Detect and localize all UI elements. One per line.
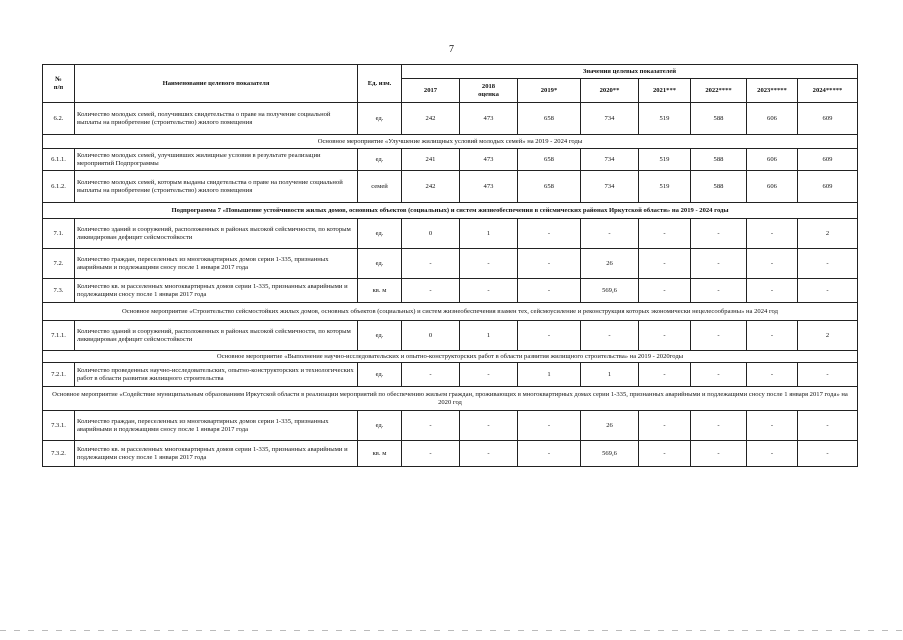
subprogram-row — [43, 203, 858, 219]
unit-cell: кв. м — [358, 279, 402, 303]
table-row — [43, 321, 858, 351]
value-cell: - — [460, 441, 518, 467]
value-cell: - — [798, 279, 858, 303]
value-cell: - — [639, 441, 691, 467]
row-number: 7.1.1. — [43, 321, 75, 351]
value-cell: - — [402, 363, 460, 387]
value-cell: 1 — [581, 363, 639, 387]
value-cell: - — [639, 411, 691, 441]
target-indicators-table — [42, 64, 858, 467]
value-cell: 0 — [402, 321, 460, 351]
unit-cell: ед. — [358, 411, 402, 441]
value-cell: - — [518, 441, 581, 467]
header-year: 2021*** — [639, 79, 691, 103]
indicator-name: Количество зданий и сооружений, расположенных в районах высокой сейсмичности, по которым ликвидирован дефицит сейсмостойкости — [75, 219, 358, 249]
page-number: 7 — [449, 44, 454, 55]
value-cell: 1 — [460, 219, 518, 249]
table-row — [43, 411, 858, 441]
unit-cell: кв. м — [358, 441, 402, 467]
value-cell: 734 — [581, 103, 639, 135]
indicator-name: Количество молодых семей, которым выданы свидетельства о праве на получение социальной выплаты на приобретение (строительство) жилого помещения — [75, 171, 358, 203]
value-cell: - — [691, 219, 747, 249]
subprogram-title: Подпрограмма 7 «Повышение устойчивости жилых домов, основных объектов (социальных) и систем жизнеобеспечения в сейсмических районах Иркутской области» на 2019 - 2024 годы — [43, 203, 858, 219]
value-cell: 1 — [518, 363, 581, 387]
row-number: 6.1.1. — [43, 149, 75, 171]
value-cell: - — [581, 219, 639, 249]
value-cell: 1 — [460, 321, 518, 351]
value-cell: 606 — [747, 103, 798, 135]
event-title: Основное мероприятие «Выполнение научно-исследовательских и опытно-конструкторских работ в области развития жилищного строительства» на 2019 - 2020годы — [43, 351, 858, 363]
value-cell: - — [402, 411, 460, 441]
event-title: Основное мероприятие «Строительство сейсмостойких жилых домов, основных объектов (социальных) и систем жизнеобеспечения взамен тех, сейсмоусиление и реконструкция которых экономически нецелесообразны» на 2024 год — [43, 303, 858, 321]
value-cell: 569,6 — [581, 441, 639, 467]
value-cell: - — [747, 411, 798, 441]
value-cell: - — [639, 249, 691, 279]
unit-cell: ед. — [358, 363, 402, 387]
value-cell: 606 — [747, 171, 798, 203]
value-cell: - — [691, 441, 747, 467]
value-cell: 588 — [691, 149, 747, 171]
indicator-name: Количество кв. м расселенных многоквартирных домов серии 1-335, признанных аварийными и подлежащими сносу после 1 января 2017 года — [75, 279, 358, 303]
value-cell: - — [798, 249, 858, 279]
row-number: 6.2. — [43, 103, 75, 135]
indicator-name: Количество проведенных научно-исследовательских, опытно-конструкторских и технологических работ в области развития жилищного строительства — [75, 363, 358, 387]
row-number: 7.2. — [43, 249, 75, 279]
value-cell: - — [747, 441, 798, 467]
header-year: 2024***** — [798, 79, 858, 103]
indicator-name: Количество молодых семей, получивших свидетельства о праве на получение социальной выплаты на приобретение (строительство) жилого помещения — [75, 103, 358, 135]
table-row — [43, 363, 858, 387]
row-number: 7.2.1. — [43, 363, 75, 387]
indicator-name: Количество граждан, переселенных из многоквартирных домов серии 1-335, признанных аварийными и подлежащими сносу после 1 января 2017 года — [75, 411, 358, 441]
indicator-name: Количество зданий и сооружений, расположенных в районах высокой сейсмичности, по которым ликвидирован дефицит сейсмостойкости — [75, 321, 358, 351]
event-title: Основное мероприятие «Улучшение жилищных условий молодых семей» на 2019 - 2024 годы — [43, 135, 858, 149]
value-cell: 473 — [460, 149, 518, 171]
value-cell: 519 — [639, 103, 691, 135]
value-cell: - — [518, 321, 581, 351]
value-cell: 26 — [581, 249, 639, 279]
unit-cell: ед. — [358, 149, 402, 171]
value-cell: - — [691, 363, 747, 387]
value-cell: - — [402, 279, 460, 303]
value-cell: - — [581, 321, 639, 351]
header-num: № п/п — [43, 65, 75, 103]
unit-cell: ед. — [358, 219, 402, 249]
value-cell: 588 — [691, 103, 747, 135]
value-cell: - — [460, 411, 518, 441]
row-number: 6.1.2. — [43, 171, 75, 203]
event-row — [43, 303, 858, 321]
row-number: 7.3.2. — [43, 441, 75, 467]
indicator-name: Количество граждан, переселенных из многоквартирных домов серии 1-335, признанных аварийными и подлежащими сносу после 1 января 2017 года — [75, 249, 358, 279]
value-cell: - — [691, 411, 747, 441]
header-name: Наименование целевого показателя — [75, 65, 358, 103]
unit-cell: ед. — [358, 249, 402, 279]
value-cell: 0 — [402, 219, 460, 249]
table-row — [43, 279, 858, 303]
unit-cell: ед. — [358, 321, 402, 351]
value-cell: 658 — [518, 103, 581, 135]
value-cell: - — [639, 363, 691, 387]
header-year: 2018 оценка — [460, 79, 518, 103]
value-cell: - — [691, 279, 747, 303]
row-number: 7.3. — [43, 279, 75, 303]
header-year: 2023***** — [747, 79, 798, 103]
value-cell: 242 — [402, 103, 460, 135]
value-cell: - — [518, 249, 581, 279]
value-cell: - — [460, 249, 518, 279]
table-row — [43, 171, 858, 203]
event-title: Основное мероприятие «Содействие муниципальным образованиям Иркутской области в реализации мероприятий по обеспечению жильем граждан, проживающих в многоквартирных домах серии 1-335, признанных аварийными и подлежащими сносу после 1 января 2017 года» на 2020 год — [43, 387, 858, 411]
value-cell: 241 — [402, 149, 460, 171]
value-cell: - — [747, 321, 798, 351]
value-cell: - — [402, 441, 460, 467]
value-cell: 658 — [518, 149, 581, 171]
value-cell: - — [639, 321, 691, 351]
value-cell: - — [460, 279, 518, 303]
value-cell: - — [798, 441, 858, 467]
event-row — [43, 351, 858, 363]
table-row — [43, 103, 858, 135]
value-cell: 569,6 — [581, 279, 639, 303]
value-cell: 2 — [798, 219, 858, 249]
header-values-group: Значения целевых показателей — [402, 65, 858, 79]
table-row — [43, 219, 858, 249]
value-cell: - — [639, 279, 691, 303]
value-cell: - — [747, 249, 798, 279]
value-cell: - — [798, 411, 858, 441]
scan-edge — [0, 630, 903, 631]
row-number: 7.1. — [43, 219, 75, 249]
value-cell: - — [518, 279, 581, 303]
value-cell: 606 — [747, 149, 798, 171]
value-cell: 242 — [402, 171, 460, 203]
header-year: 2017 — [402, 79, 460, 103]
value-cell: - — [639, 219, 691, 249]
header-year: 2020** — [581, 79, 639, 103]
value-cell: - — [798, 363, 858, 387]
event-row — [43, 387, 858, 411]
value-cell: 519 — [639, 149, 691, 171]
value-cell: - — [460, 363, 518, 387]
value-cell: - — [747, 279, 798, 303]
value-cell: 609 — [798, 171, 858, 203]
value-cell: - — [691, 321, 747, 351]
header-unit: Ед. изм. — [358, 65, 402, 103]
indicator-name: Количество молодых семей, улучшивших жилищные условия в результате реализации мероприятий Подпрограммы — [75, 149, 358, 171]
value-cell: - — [518, 411, 581, 441]
value-cell: 734 — [581, 149, 639, 171]
value-cell: 519 — [639, 171, 691, 203]
table-row — [43, 149, 858, 171]
event-row — [43, 135, 858, 149]
value-cell: 609 — [798, 149, 858, 171]
table-row — [43, 441, 858, 467]
row-number: 7.3.1. — [43, 411, 75, 441]
value-cell: - — [402, 249, 460, 279]
value-cell: 473 — [460, 171, 518, 203]
unit-cell: семей — [358, 171, 402, 203]
value-cell: - — [747, 219, 798, 249]
unit-cell: ед. — [358, 103, 402, 135]
value-cell: 658 — [518, 171, 581, 203]
value-cell: 588 — [691, 171, 747, 203]
value-cell: 2 — [798, 321, 858, 351]
value-cell: 734 — [581, 171, 639, 203]
value-cell: 609 — [798, 103, 858, 135]
header-year: 2022**** — [691, 79, 747, 103]
value-cell: 473 — [460, 103, 518, 135]
value-cell: - — [691, 249, 747, 279]
table-row — [43, 249, 858, 279]
value-cell: 26 — [581, 411, 639, 441]
header-year: 2019* — [518, 79, 581, 103]
value-cell: - — [518, 219, 581, 249]
indicator-name: Количество кв. м расселенных многоквартирных домов серии 1-335, признанных аварийными и подлежащими сносу после 1 января 2017 года — [75, 441, 358, 467]
value-cell: - — [747, 363, 798, 387]
